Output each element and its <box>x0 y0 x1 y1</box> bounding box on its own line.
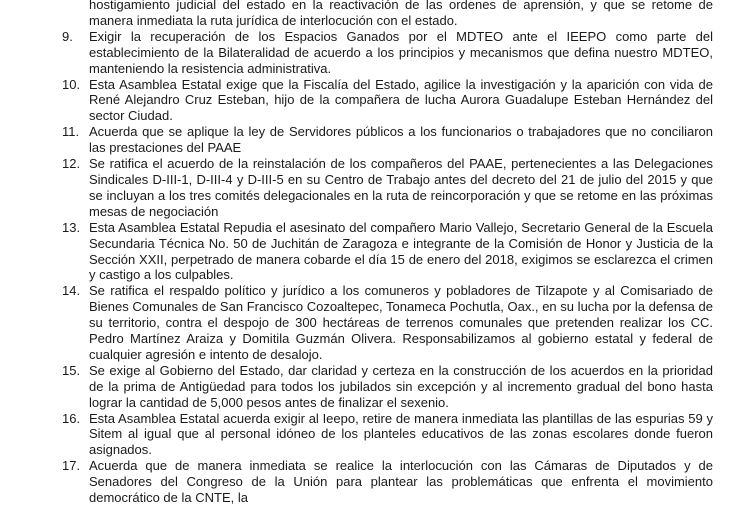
item-text: Esta Asamblea Estatal acuerda exigir al Ieepo, retire de manera inmediata las plantillas de las espurias 59 y Sitem al igual que al personal idóneo de los planteles educativos de las zonas escolares donde fueron asignados. <box>89 410 713 458</box>
item-text: Acuerda que de manera inmediata se realice la interlocución con las Cámaras de Diputados y de Senadores del Congreso de la Unión para plantear las problemáticas que enfrenta el movimiento democrático de la CNTE, la <box>89 458 713 506</box>
item-text: Acuerda que se aplique la ley de Servidores públicos a los funcionarios o trabajadores que no conciliaron las prestaciones del PAAE <box>89 124 713 156</box>
list-item <box>62 77 713 125</box>
item-number: 15. <box>62 362 81 378</box>
numbered-list <box>62 29 713 506</box>
item-number: 10. <box>62 76 81 92</box>
list-item <box>62 283 713 363</box>
list-item <box>62 411 713 459</box>
item-number: 13. <box>62 219 81 235</box>
item-text: Se exige al Gobierno del Estado, dar claridad y certeza en la construcción de los acuerdos en la prioridad de la prima de Antigüedad para todos los jubilados sin excepción y al incremento gradual del bono hasta lograr la cantidad de 5,000 pesos antes de finalizar el sexenio. <box>89 362 713 410</box>
item-number: 16. <box>62 410 81 426</box>
item-text: Se ratifica el respaldo político y jurídico a los comuneros y pobladores de Tilzapote y al Comisariado de Bienes Comunales de San Francisco Cozoaltepec, Tonameca Pochutla, Oax., en su lucha por la defensa de su territorio, contra el despojo de 300 hectáreas de terrenos comunales que pretenden realizar los CC. Pedro Martínez Araiza y Domitila Guzmán Olivera. Responsabilizamos al gobierno estatal y federal de cualquier agresión e intento de desalojo. <box>89 283 713 362</box>
item-text: Exigir la recuperación de los Espacios Ganados por el MDTEO ante el IEEPO como parte del establecimiento de la Bilateralidad de acuerdo a los principios y mecanismos que defina nuestro MDTEO, manteniendo la resistencia administrativa. <box>89 28 713 76</box>
list-item <box>62 156 713 220</box>
list-item <box>62 363 713 411</box>
item-number: 11. <box>62 124 80 140</box>
list-item <box>62 29 713 77</box>
item-text: Esta Asamblea Estatal exige que la Fiscalía del Estado, agilice la investigación y la aparición con vida de René Alejandro Cruz Esteban, hijo de la compañera de lucha Aurora Guadalupe Esteban Hernández del sector Ciudad. <box>89 76 713 124</box>
item-number: 14. <box>62 283 81 299</box>
item-number: 12. <box>62 156 81 172</box>
item-number: 9. <box>62 28 73 44</box>
item-number: 17. <box>62 458 81 474</box>
list-item <box>62 124 713 156</box>
list-item <box>62 458 713 506</box>
item-text: Se ratifica el acuerdo de la reinstalación de los compañeros del PAAE, pertenecientes a las Delegaciones Sindicales D-III-1, D-III-4 y D-III-5 en su Centro de Trabajo antes del decreto del 21 de julio del 2015 y que se incluyan a los tres comités delegacionales en la ruta de reincorporación y que se retome en las próximas mesas de negociación <box>89 156 713 219</box>
list-item <box>62 220 713 284</box>
item-text: Esta Asamblea Estatal Repudia el asesinato del compañero Mario Vallejo, Secretario General de la Escuela Secundaria Técnica No. 50 de Juchitán de Zaragoza e integrante de la Comisión de Honor y Justicia de la Sección XXII, perpetrado de manera cobarde el día 15 de enero del 2018, exigimos se esclarezca el crimen y castigo a los culpables. <box>89 219 713 283</box>
document-body <box>62 0 713 506</box>
continuation-paragraph: hostigamiento judicial del estado en la reactivación de las ordenes de aprensión, y que se retome de manera inmediata la ruta jurídica de interlocución con el estado. <box>89 0 713 28</box>
